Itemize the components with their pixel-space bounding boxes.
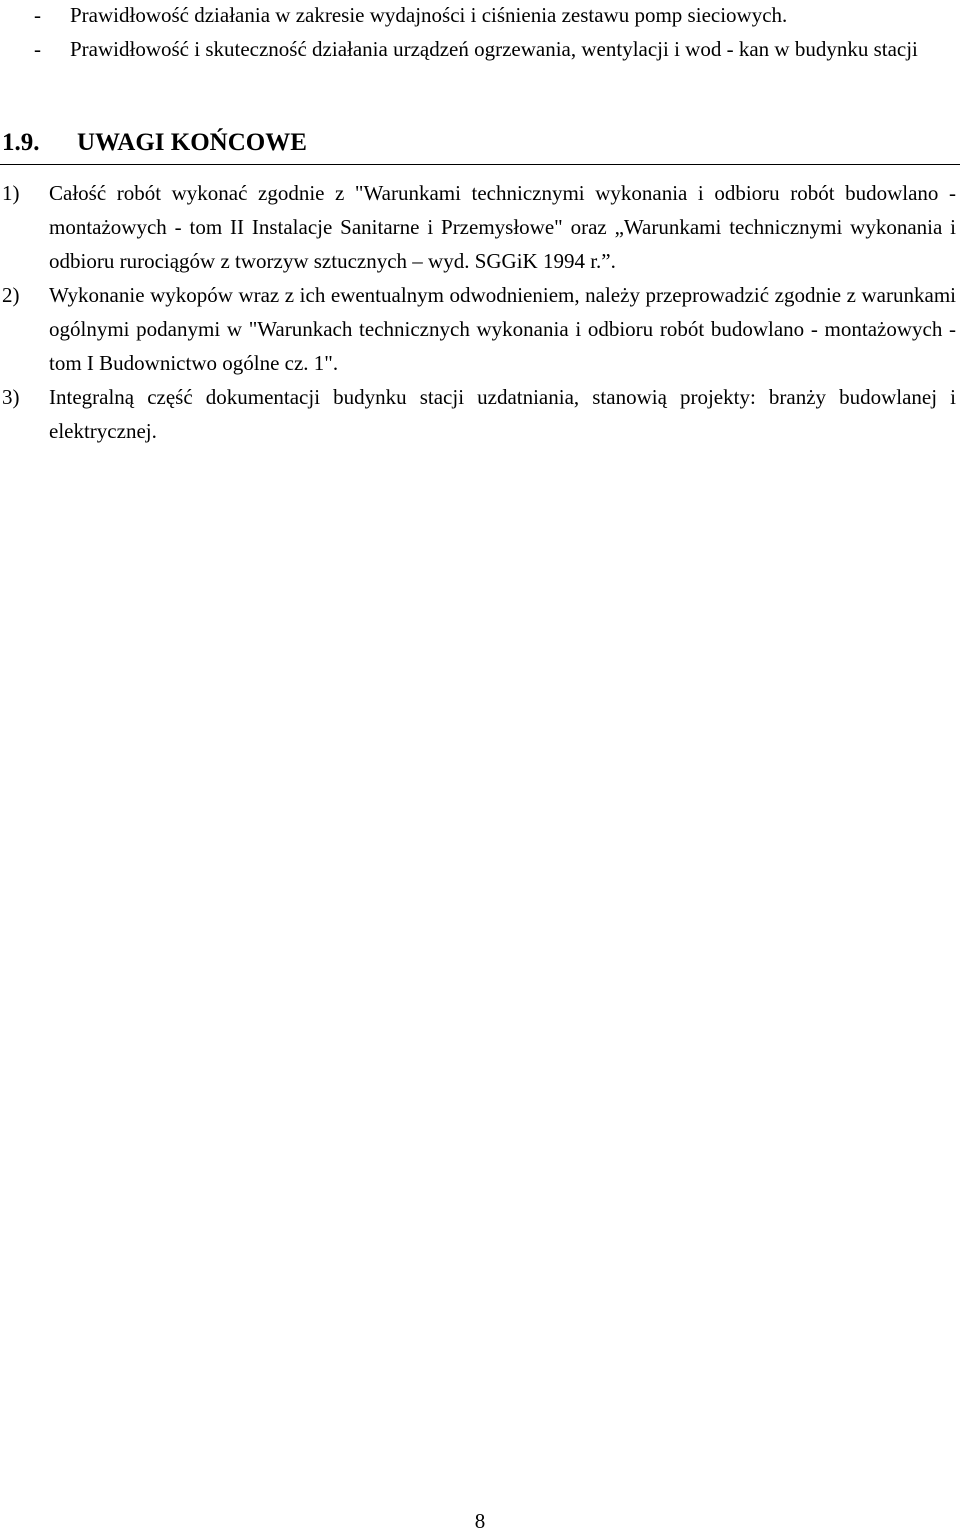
list-item-text: Integralną część dokumentacji budynku stacji uzdatniania, stanowią projekty: branży budowlanej i elektrycznej.: [49, 385, 956, 443]
page-number: 8: [474, 1509, 486, 1533]
dash-marker: -: [34, 3, 41, 27]
list-item: [0, 380, 956, 448]
list-item: [0, 278, 956, 380]
item-number: 2): [2, 283, 20, 307]
dash-list: [0, 0, 956, 66]
list-item: [0, 0, 956, 32]
list-item-text: Całość robót wykonać zgodnie z "Warunkami technicznymi wykonania i odbioru robót budowlano - montażowych - tom II Instalacje Sanitarne i Przemysłowe" oraz „Warunkami technicznymi wykonania i odbioru rurociągów z tworzyw sztucznych – wyd. SGGiK 1994 r.”.: [49, 181, 956, 273]
section-number: 1.9.: [2, 129, 40, 156]
dash-marker: -: [34, 37, 41, 61]
list-item-text: Wykonanie wykopów wraz z ich ewentualnym odwodnieniem, należy przeprowadzić zgodnie z warunkami ogólnymi podanymi w "Warunkach technicznych wykonania i odbioru robót budowlano - montażowych - tom I Budownictwo ogólne cz. 1".: [49, 283, 956, 375]
list-item-text: Prawidłowość działania w zakresie wydajności i ciśnienia zestawu pomp sieciowych.: [70, 3, 788, 27]
section-title: UWAGI KOŃCOWE: [77, 129, 307, 156]
list-item-text: Prawidłowość i skuteczność działania urządzeń ogrzewania, wentylacji i wod - kan w budynku stacji: [70, 37, 918, 61]
list-item: [0, 176, 956, 278]
list-item: [0, 32, 956, 66]
section-heading: [0, 124, 960, 165]
item-number: 3): [2, 385, 20, 409]
numbered-list: [0, 176, 956, 448]
item-number: 1): [2, 181, 20, 205]
